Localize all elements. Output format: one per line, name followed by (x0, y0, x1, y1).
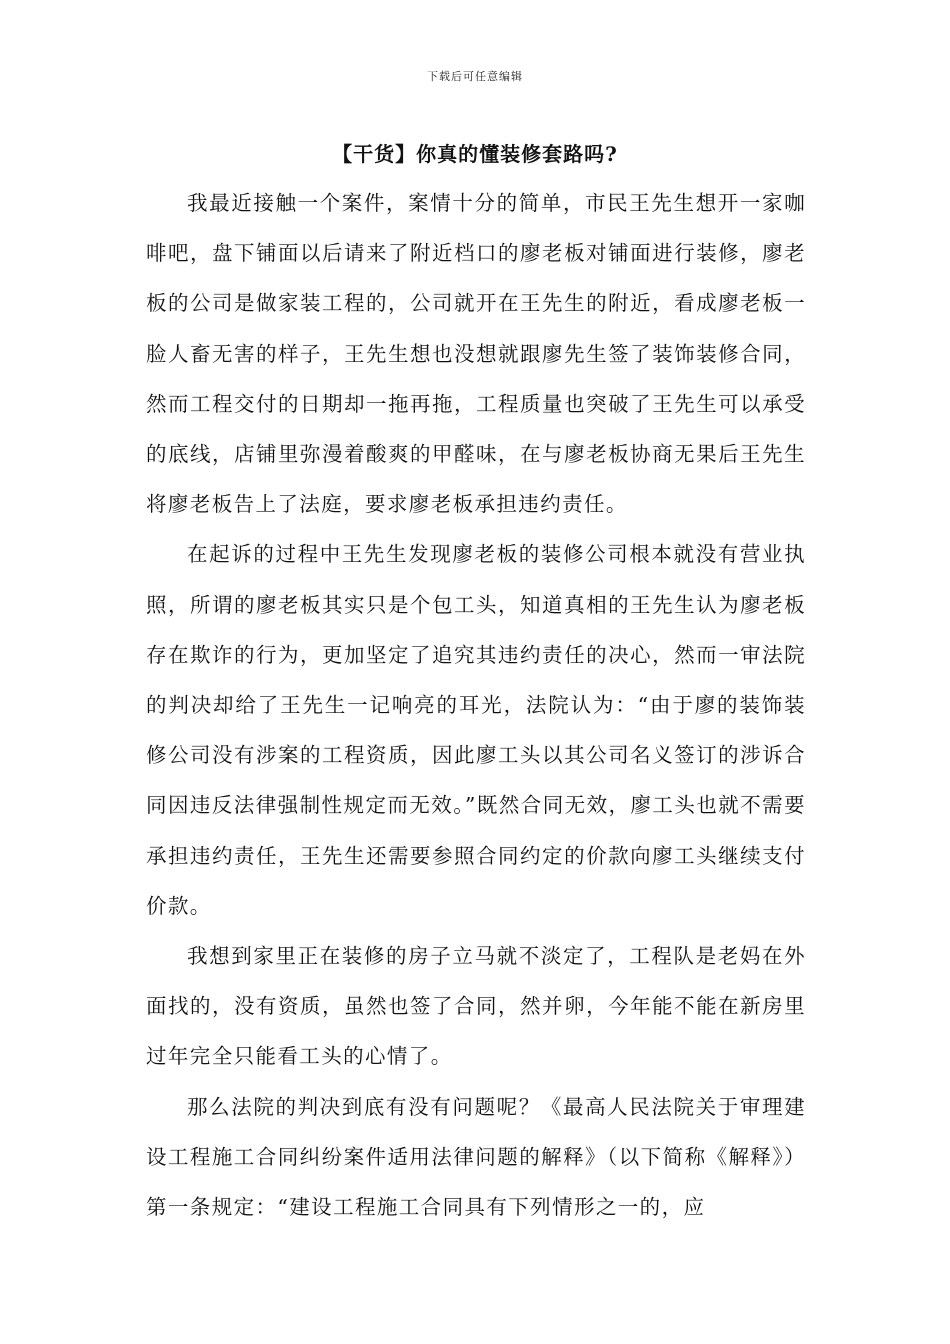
paragraph-3: 我想到家里正在装修的房子立马就不淡定了，工程队是老妈在外面找的，没有资质，虽然也签了合同，然并卵，今年能不能在新房里过年完全只能看工头的心情了。 (146, 944, 806, 1069)
article-body (146, 178, 806, 1232)
paragraph-4: 那么法院的判决到底有没有问题呢？《最高人民法院关于审理建设工程施工合同纠纷案件适用法律问题的解释》（以下简称《解释》）第一条规定：“建设工程施工合同具有下列情形之一的，应 (146, 1094, 806, 1220)
header-note: 下载后可任意编辑 (427, 70, 523, 83)
paragraph-1: 我最近接触一个案件，案情十分的简单，市民王先生想开一家咖啡吧，盘下铺面以后请来了附近档口的廖老板对铺面进行装修，廖老板的公司是做家装工程的，公司就开在王先生的附近，看成廖老板一脸人畜无害的样子，王先生想也没想就跟廖先生签了装饰装修合同，然而工程交付的日期却一拖再拖，工程质量也突破了王先生可以承受的底线，店铺里弥漫着酸爽的甲醛味，在与廖老板协商无果后王先生将廖老板告上了法庭，要求廖老板承担违约责任。 (146, 191, 806, 517)
page-title: 【干货】你真的懂装修套路吗? (332, 142, 618, 166)
paragraph-2: 在起诉的过程中王先生发现廖老板的装修公司根本就没有营业执照，所谓的廖老板其实只是个包工头，知道真相的王先生认为廖老板存在欺诈的行为，更加坚定了追究其违约责任的决心，然而一审法院的判决却给了王先生一记响亮的耳光，法院认为：“由于廖的装饰装修公司没有涉案的工程资质，因此廖工头以其公司名义签订的涉诉合同因违反法律强制性规定而无效。”既然合同无效，廖工头也就不需要承担违约责任，王先生还需要参照合同约定的价款向廖工头继续支付价款。 (146, 542, 806, 918)
